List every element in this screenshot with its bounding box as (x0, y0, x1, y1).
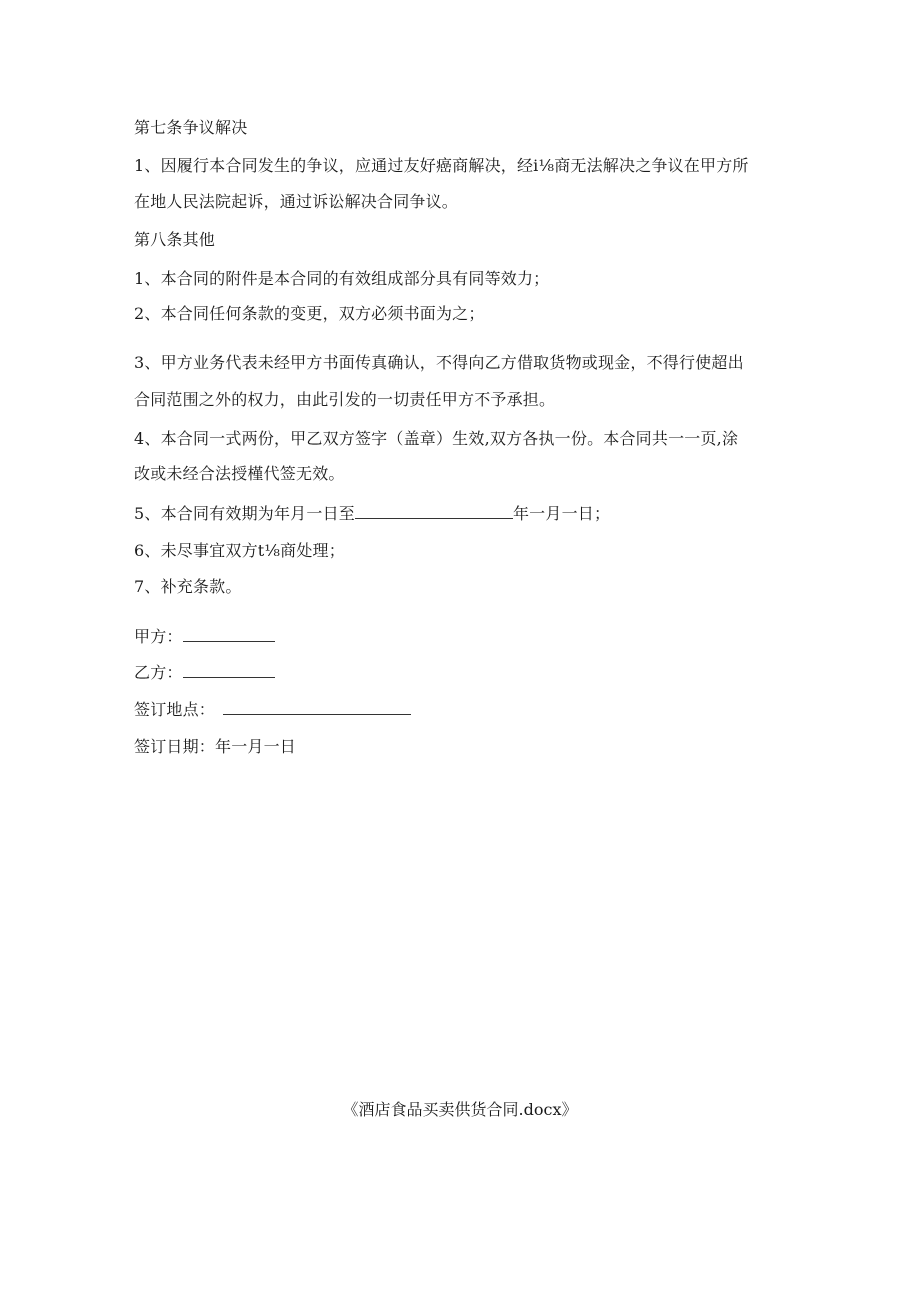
article-8-item-1: 1、本合同的附件是本合同的有效组成部分具有同等效力； (134, 269, 550, 288)
article-7-item-1-line-2: 在地人民法院起诉，通过诉讼解决合同争议。 (134, 192, 459, 211)
signing-place (134, 699, 411, 721)
article-8-item-7: 7、补充条款。 (134, 577, 242, 596)
article-8-title: 第八条其他 (134, 230, 216, 249)
party-a-label: 甲方： (134, 627, 183, 646)
article-8-item-6: 6、未尽事宜双方t⅛商处理； (134, 541, 345, 560)
validity-suffix: 年一月一日； (512, 504, 611, 523)
party-b-signature (134, 662, 275, 684)
party-b-blank (183, 663, 275, 678)
article-7-title: 第七条争议解决 (134, 118, 248, 137)
signing-place-blank (223, 700, 411, 715)
article-8-item-3-line-1: 3、甲方业务代表未经甲方书面传真确认，不得向乙方借取货物或现金，不得行使超出 (134, 353, 744, 372)
signing-place-label: 签订地点： (134, 700, 216, 719)
article-8-item-2: 2、本合同任何条款的变更，双方必须书面为之； (134, 304, 485, 323)
article-8-item-4-line-2: 改或未经合法授槿代签无效。 (134, 464, 345, 483)
article-8-item-4-line-1: 4、本合同一式两份，甲乙双方签字（盖章）生效,双方各执一份。本合同共一一页,涂 (134, 429, 739, 448)
party-a-signature (134, 626, 275, 648)
article-7-item-1-line-1: 1、因履行本合同发生的争议，应通过友好癌商解决，经i⅛商无法解决之争议在甲方所 (134, 156, 749, 175)
validity-prefix: 5、本合同有效期为年月一日至 (134, 504, 355, 523)
party-b-label: 乙方： (134, 663, 183, 682)
article-8-item-5 (134, 503, 610, 525)
party-a-blank (183, 627, 275, 642)
article-8-item-3-line-2: 合同范围之外的权力，由此引发的一切责任甲方不予承担。 (134, 390, 556, 409)
document-filename-footer: 《酒店食品买卖供货合同.docx》 (342, 1100, 578, 1119)
signing-date: 签订日期：年一月一日 (134, 737, 297, 756)
validity-end-blank (355, 504, 513, 519)
